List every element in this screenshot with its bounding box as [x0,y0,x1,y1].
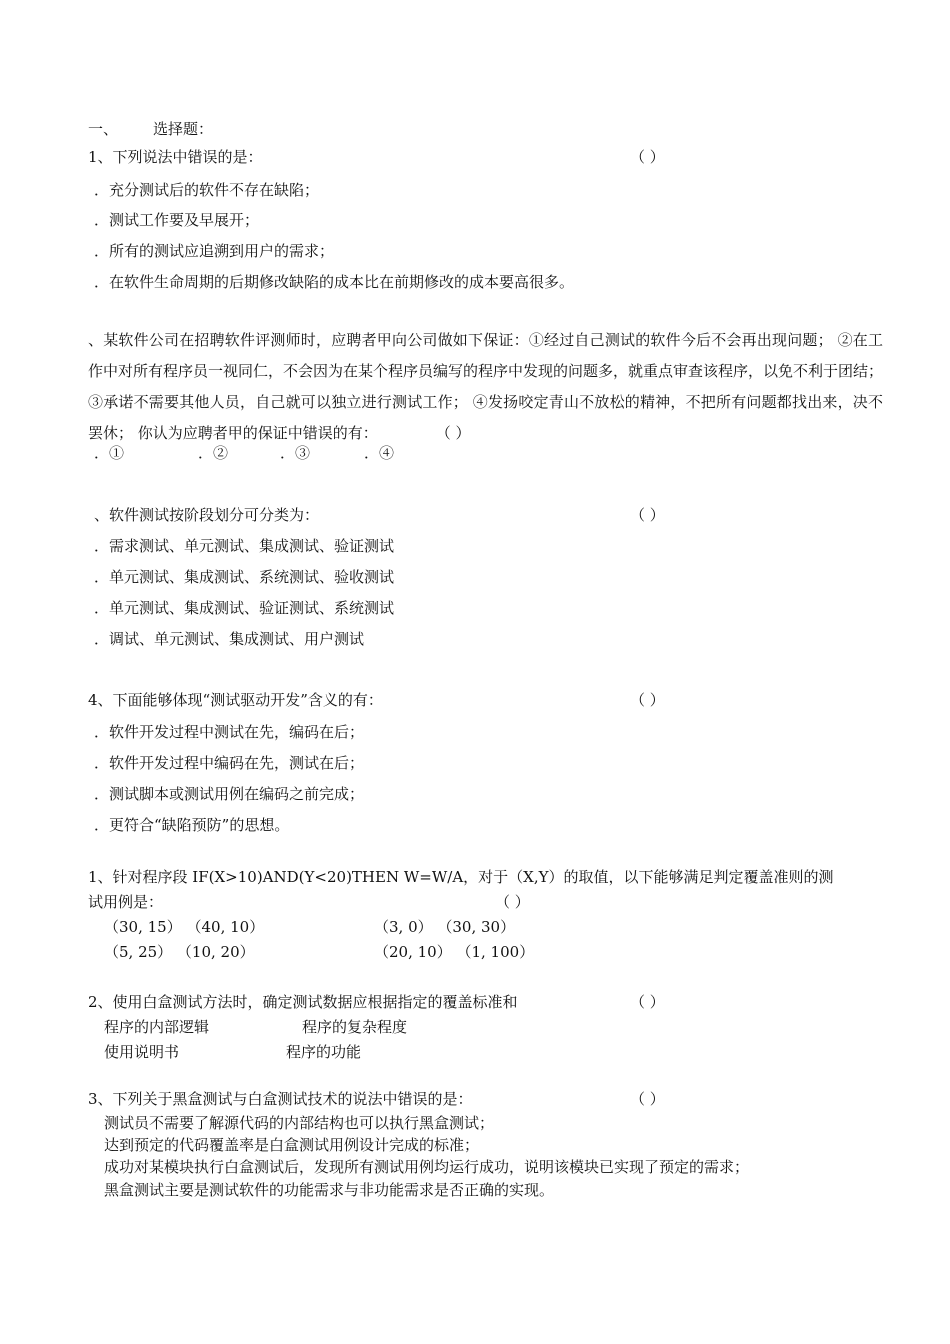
w1-stem-line2: 试用例是： [88,893,164,911]
q3-option-a: ．需求测试、单元测试、集成测试、验证测试 [94,537,395,555]
w3-stem: 3、下列关于黑盒测试与白盒测试技术的说法中错误的是： [88,1090,473,1108]
section-number: 一、 [88,120,119,138]
q4-stem: 4、下面能够体现“测试驱动开发”含义的有： [88,691,383,709]
q2-option-c: ．③ [280,444,311,462]
w1-option-d: （20, 10） （1, 100） [374,943,535,961]
q1-answer-paren: （ ） [630,148,665,166]
q4-option-c: ．测试脚本或测试用例在编码之前完成； [94,785,365,803]
q2-option-b: ．② [198,444,229,462]
q1-option-c: ．所有的测试应追溯到用户的需求； [94,242,335,260]
q4-option-d: ．更符合“缺陷预防”的思想。 [94,816,290,834]
q3-stem: 、软件测试按阶段划分可分类为： [94,506,320,524]
q2-option-a: ．① [94,444,125,462]
q3-option-c: ．单元测试、集成测试、验证测试、系统测试 [94,599,395,617]
q1-stem: 1、下列说法中错误的是： [88,148,263,166]
q2-option-d: ．④ [364,444,395,462]
q4-answer-paren: （ ） [630,691,665,709]
w2-option-b: 程序的复杂程度 [302,1018,408,1036]
w3-option-a: 测试员不需要了解源代码的内部结构也可以执行黑盒测试； [104,1114,495,1132]
w2-stem: 2、使用白盒测试方法时，确定测试数据应根据指定的覆盖标准和 [88,993,518,1011]
w2-answer-paren: （ ） [630,993,665,1011]
q3-answer-paren: （ ） [630,506,665,524]
w2-option-a: 程序的内部逻辑 [104,1018,210,1036]
q4-option-b: ．软件开发过程中编码在先，测试在后； [94,754,365,772]
q3-option-d: ．调试、单元测试、集成测试、用户测试 [94,630,365,648]
q4-option-a: ．软件开发过程中测试在先，编码在后； [94,723,365,741]
q2-stem: 、某软件公司在招聘软件评测师时，应聘者甲向公司做如下保证：①经过自己测试的软件今后不会再出现问题； ②在工作中对所有程序员一视同仁，不会因为在某个程序员编写的程序中发现的问题多，就重点审查该程序，以免不利于团结；③承诺不需要其他人员，自己就可以独立进行测试工作； ④发扬咬定青山不放松的精神，不把所有问题都找出来，决不罢休； 你认为应聘者甲的保证中错误的有： [88,331,884,442]
w3-option-d: 黑盒测试主要是测试软件的功能需求与非功能需求是否正确的实现。 [104,1181,555,1199]
w1-option-c: （5, 25） （10, 20） [104,943,255,961]
section-title: 选择题： [153,120,214,138]
q3-option-b: ．单元测试、集成测试、系统测试、验收测试 [94,568,395,586]
q1-option-a: ．充分测试后的软件不存在缺陷； [94,181,320,199]
w3-answer-paren: （ ） [630,1090,665,1108]
q2-stem-block [88,325,883,455]
q1-option-d: ．在软件生命周期的后期修改缺陷的成本比在前期修改的成本要高很多。 [94,273,575,291]
q1-option-b: ．测试工作要及早展开； [94,211,260,229]
w2-option-d: 程序的功能 [286,1043,362,1061]
w1-option-b: （3, 0） （30, 30） [374,918,516,936]
w3-option-b: 达到预定的代码覆盖率是白盒测试用例设计完成的标准； [104,1136,480,1154]
w1-answer-paren: （ ） [495,893,530,911]
q2-answer-paren: （ ） [435,424,471,442]
w2-option-c: 使用说明书 [104,1043,180,1061]
w1-stem-line1: 1、针对程序段 IF(X>10)AND(Y<20)THEN W=W/A，对于（X,Y）的取值，以下能够满足判定覆盖准则的测 [88,868,834,886]
w1-option-a: （30, 15） （40, 10） [104,918,265,936]
w3-option-c: 成功对某模块执行白盒测试后，发现所有测试用例均运行成功，说明该模块已实现了预定的需求； [104,1158,750,1176]
